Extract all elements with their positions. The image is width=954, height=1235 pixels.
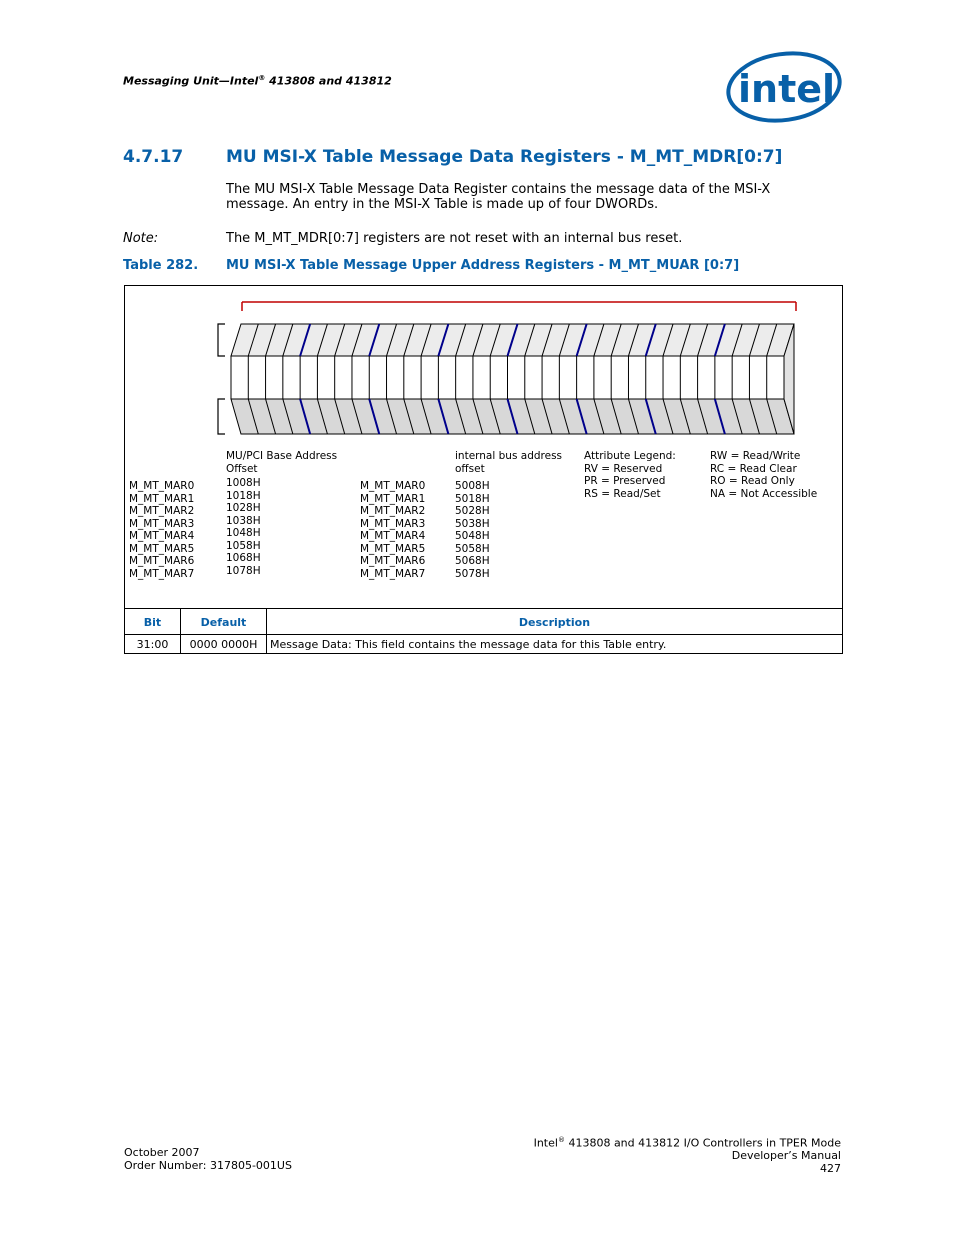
mu-offset: 1008H [226,477,261,489]
register-name: M_MT_MAR3 [129,517,195,530]
internal-offset-header: internal bus address offset [455,450,563,475]
mu-offset: 1038H [226,514,261,527]
table-title: MU MSI-X Table Message Upper Address Registers - M_MT_MUAR [0:7] [226,258,740,273]
legend-entry: RO = Read Only [710,475,795,487]
register-name: M_MT_MAR7 [360,567,426,580]
register-name: M_MT_MAR0 [360,480,426,492]
mu-offset: 1028H [226,502,261,514]
col-default: Default [181,609,267,635]
footer-doc-title: Intel® 413808 and 413812 I/O Controllers in TPER Mode [533,1136,841,1150]
register-name: M_MT_MAR1 [360,492,426,505]
register-name: M_MT_MAR4 [360,530,426,542]
legend-entry: PR = Preserved [584,475,666,487]
mu-offset: 1048H [226,527,261,539]
internal-offset: 5058H [455,542,490,555]
register-list-right [360,480,425,580]
mu-offset: 1018H [226,489,261,502]
legend-entry: RV = Reserved [584,462,663,475]
internal-offset: 5038H [455,517,490,530]
note-label: Note: [123,231,159,246]
bit-field-diagram [125,286,842,446]
bracket-upper [218,324,225,356]
internal-offset: 5048H [455,530,490,542]
register-name: M_MT_MAR2 [360,505,426,517]
legend-entry: RW = Read/Write [710,450,801,462]
internal-offset: 5018H [455,492,490,505]
legend-entry: RS = Read/Set [584,487,661,500]
row-default: 0000 0000H [181,635,267,654]
table-header-row [125,608,842,635]
legend-entry: NA = Not Accessible [710,487,818,500]
row-bit: 31:00 [125,635,181,654]
internal-offset-list [455,480,490,580]
intel-logo [726,50,844,126]
table-row [125,634,842,654]
col-bit: Bit [125,609,181,635]
col-description: Description [518,615,591,629]
register-name: M_MT_MAR2 [129,505,195,517]
row-description: Message Data: This field contains the message data for this Table entry. [270,638,667,651]
footer-doc-line2: Developer’s Manual [731,1149,841,1163]
register-name: M_MT_MAR4 [129,530,195,542]
register-name: M_MT_MAR1 [129,492,195,505]
register-name: M_MT_MAR7 [129,567,195,580]
logo-text: intel [738,67,836,111]
legend-entry: RC = Read Clear [710,462,797,475]
running-header: Messaging Unit—Intel® 413808 and 413812 [123,74,392,88]
section-title: MU MSI-X Table Message Data Registers - M_MT_MDR[0:7] [226,147,783,167]
register-name: M_MT_MAR6 [360,555,426,567]
mu-offset: 1058H [226,539,261,552]
section-number: 4.7.17 [123,147,184,167]
attribute-legend [584,450,676,500]
internal-offset: 5028H [455,505,490,517]
mu-offset-list [226,477,261,577]
register-name: M_MT_MAR0 [129,480,195,492]
register-table [124,285,843,654]
register-name: M_MT_MAR5 [360,542,426,555]
page-number: 427 [820,1161,841,1175]
register-name: M_MT_MAR3 [360,517,426,530]
internal-offset: 5008H [455,480,490,492]
internal-offset: 5068H [455,555,490,567]
footer-left [124,1147,292,1172]
register-name: M_MT_MAR5 [129,542,195,555]
bracket-lower [218,399,225,434]
footer-right [534,1134,841,1175]
footer-order: Order Number: 317805-001US [124,1158,292,1172]
table-number: Table 282. [123,258,199,273]
mu-offset-header: MU/PCI Base Address Offset [226,450,338,475]
section-paragraph: The MU MSI-X Table Message Data Register contains the message data of the MSI-X message. An entry in the MSI-X Table is made up of four DWORDs. [226,182,771,212]
register-name: M_MT_MAR6 [129,555,195,567]
note-text: The M_MT_MDR[0:7] registers are not reset with an internal bus reset. [226,231,683,246]
legend-entry: Attribute Legend: [584,450,676,462]
internal-offset: 5078H [455,567,490,580]
mu-offset: 1068H [226,552,261,564]
attribute-legend-values [710,450,817,500]
register-list-left [129,480,194,580]
mu-offset: 1078H [226,564,261,577]
footer-date: October 2007 [124,1146,200,1159]
